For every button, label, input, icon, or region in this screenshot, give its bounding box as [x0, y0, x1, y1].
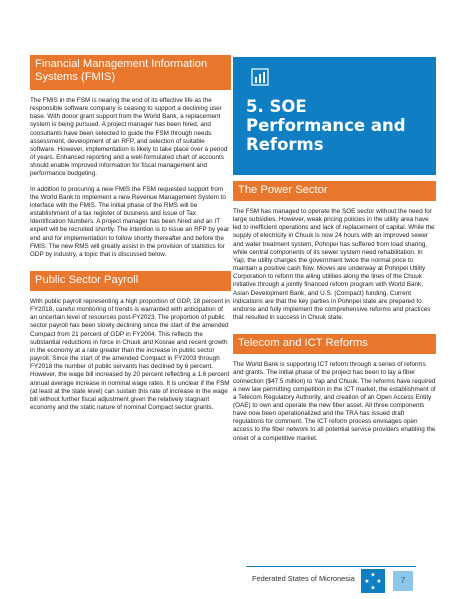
building-chart-icon — [251, 68, 269, 86]
fmis-heading: Financial Management Information Systems (FMIS) — [30, 55, 231, 90]
soe-title-line-3: Reforms — [246, 135, 324, 154]
payroll-heading: Public Sector Payroll — [30, 271, 231, 291]
page-number: 7 — [393, 571, 413, 591]
page-footer — [0, 566, 463, 599]
svg-text:★: ★ — [364, 578, 370, 585]
footer-rule — [246, 566, 416, 567]
power-sector-heading: The Power Sector — [233, 181, 436, 201]
telecom-heading: Telecom and ICT Reforms — [233, 334, 436, 354]
footer-country-name: Federated States of Micronesia — [252, 574, 355, 583]
power-sector-paragraph-1: The FSM has managed to operate the SOE sector without the need for large subsidies. However, weak pricing policies in the utility area have led to inefficient operations and lack of replacement of capital. While the supply of electricity in Chuuk is now 24 hours with an improved sewer and water treatment system, Pohnpei has suffered from load sharing, while central components of its sewer system need rehabilitation. In Yap, the utility charges the government twice the normal price to maintain a positive cash flow. Moves are underway at Pohnpei Utility Corporation to reform the ailing utilities along the lines of the Chuuk initiative through a jointly financed reform program with World Bank, Asian Development Bank, and U.S. (Compact) funding. Current indications are that the key parties in Pohnpei state are prepared to endorse and fully implement the comprehensive reforms and practices that resulted in success in Chuuk state. — [233, 208, 435, 322]
svg-text:★: ★ — [370, 571, 376, 579]
fmis-paragraph-2: In addition to procuring a new FMIS the FSM requested support from the World Bank to implement a new Revenue Management System to interface with the FMIS. The initial phase of the RMS will be establishment of a tax register of business and issue of Tax Identification Numbers. A project manager has been hired and an IT expert will be recruited shortly. The intention is to issue an RFP by year end and for implementation to follow shortly thereafter and before the FMIS. The new RMS will greatly assist in the provision of statistics for GDP by industry, a topic that is discussed below. — [30, 185, 230, 258]
soe-section-title — [246, 97, 406, 154]
soe-title-line-2: Performance and — [246, 116, 406, 135]
svg-text:★: ★ — [376, 578, 382, 585]
svg-text:★: ★ — [370, 584, 376, 592]
telecom-paragraph-1: The World Bank is supporting ICT reform through a series of reforms and grants. The initial phase of the project has been to lay a fiber connection ($47.5 million) to Yap and Chuuk. The reforms have required a new law permitting competition in the ICT market, the establishment of a Telecom Regulatory Authority, and creation of an Open Access Entity (OAE) to own and operate the new fiber asset. All three components have now been operationalized and the TRA has issued draft regulations for comment. The ICT reform process envisages open access to the fiber network to all potential service providers enabling the onset of a competitive market. — [233, 361, 436, 442]
soe-section-banner — [233, 57, 436, 175]
soe-title-line-1: 5. SOE — [246, 97, 307, 116]
micronesia-flag-stars-icon — [361, 569, 385, 593]
right-column — [233, 57, 436, 443]
fmis-paragraph-1: The FMIS in the FSM is nearing the end of its effective life as the responsible software company is ceasing to support a declining user base. With donor grant support from the World Bank, a replacement system is being pursued. A project manager has been hired, and consultants have been selected to guide the FSM through needs assessment, development of an RFP, and selection of suitable software. However, implementation is likely to take place over a period of years. Enhanced reporting and a well-formulated chart of accounts should enable improved information for fiscal management and performance budgeting. — [30, 97, 228, 178]
payroll-paragraph-1: With public payroll representing a high proportion of GDP, 18 percent in FY2018, careful monitoring of trends is warranted with anticipation of an uncertain level of resources post-FY2023. The proportion of public sector payroll has been slowly declining since the start of the amended Compact from 21 percent of GDP in FY2004. This reflects the substantial reductions in force in Chuuk and Kosrae and recent growth in the economy at a rate greater than the increase in public sector payroll. Since the start of the amended Compact in FY2003 through FY2018 the number of public servants has declined by 6 percent. However, the wage bill increased by 20 percent reflecting a 1.6 percent annual average increase in nominal wage rates. It is unclear if the FSM (at least at the state level) can sustain this rate of increase in the wage bill without further fiscal adjustment given the relatively stagnant economy and the static nature of nominal Compact sector grants. — [30, 297, 230, 411]
left-column — [30, 55, 231, 412]
